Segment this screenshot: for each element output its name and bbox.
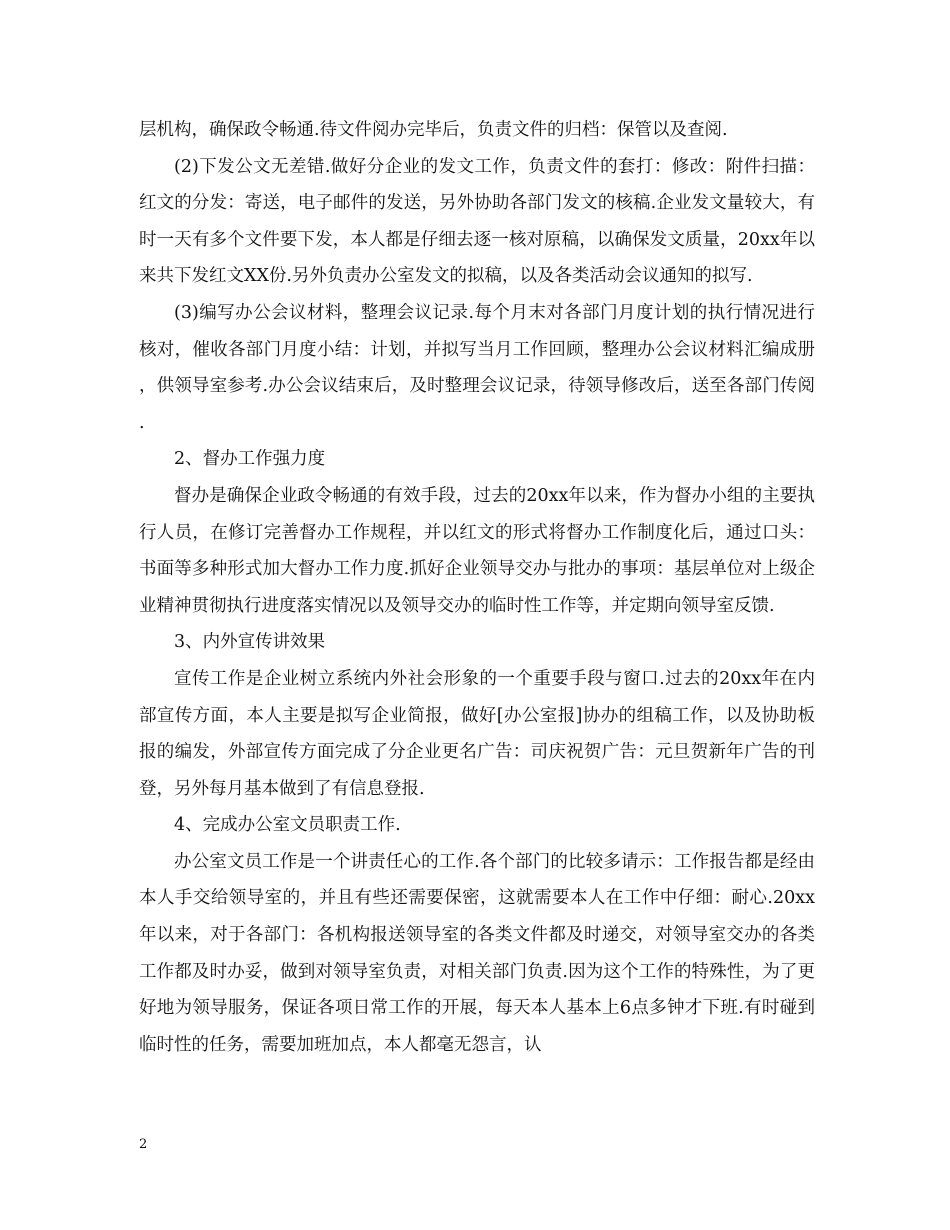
paragraph: (2)下发公文无差错.做好分企业的发文工作，负责文件的套打：修改：附件扫描：红文的分发：寄送，电子邮件的发送，另外协助各部门发文的核稿.企业发文量较大，有时一天有多个文件要下发，本人都是仔细去逐一核对原稿，以确保发文质量，20xx年以来共下发红文XX份.另外负责办公室发文的拟稿，以及各类活动会议通知的拟写.	[139, 156, 815, 287]
document-body	[139, 112, 815, 1063]
paragraph: (3)编写办公会议材料，整理会议记录.每个月末对各部门月度计划的执行情况进行核对，催收各部门月度小结：计划，并拟写当月工作回顾，整理办公会议材料汇编成册，供领导室参考.办公会议结束后，及时整理会议记录，待领导修改后，送至各部门传阅.	[139, 302, 815, 433]
paragraph: 督办是确保企业政令畅通的有效手段，过去的20xx年以来，作为督办小组的主要执行人员，在修订完善督办工作规程，并以红文的形式将督办工作制度化后，通过口头：书面等多种形式加大督办工作力度.抓好企业领导交办与批办的事项：基层单位对上级企业精神贯彻执行进度落实情况以及领导交办的临时性工作等，并定期向领导室反馈.	[139, 485, 815, 616]
section-heading: 4、完成办公室文员职责工作.	[174, 815, 401, 836]
paragraph: 办公室文员工作是一个讲责任心的工作.各个部门的比较多请示：工作报告都是经由本人手交给领导室的，并且有些还需要保密，这就需要本人在工作中仔细：耐心.20xx年以来，对于各部门：各机构报送领导室的各类文件都及时递交，对领导室交办的各类工作都及时办妥，做到对领导室负责，对相关部门负责.因为这个工作的特殊性，为了更好地为领导服务，保证各项日常工作的开展，每天本人基本上6点多钟才下班.有时碰到临时性的任务，需要加班加点，本人都毫无怨言，认	[139, 851, 815, 1055]
paragraph: 宣传工作是企业树立系统内外社会形象的一个重要手段与窗口.过去的20xx年在内部宣传方面，本人主要是拟写企业简报，做好[办公室报]协办的组稿工作，以及协助板报的编发，外部宣传方面完成了分企业更名广告：司庆祝贺广告：元旦贺新年广告的刊登，另外每月基本做到了有信息登报.	[139, 668, 815, 799]
section-heading: 2、督办工作强力度	[174, 449, 326, 470]
paragraph: 层机构，确保政令畅通.待文件阅办完毕后，负责文件的归档：保管以及查阅.	[139, 120, 728, 140]
section-heading: 3、内外宣传讲效果	[174, 632, 326, 653]
page-number: 2	[139, 1137, 148, 1152]
